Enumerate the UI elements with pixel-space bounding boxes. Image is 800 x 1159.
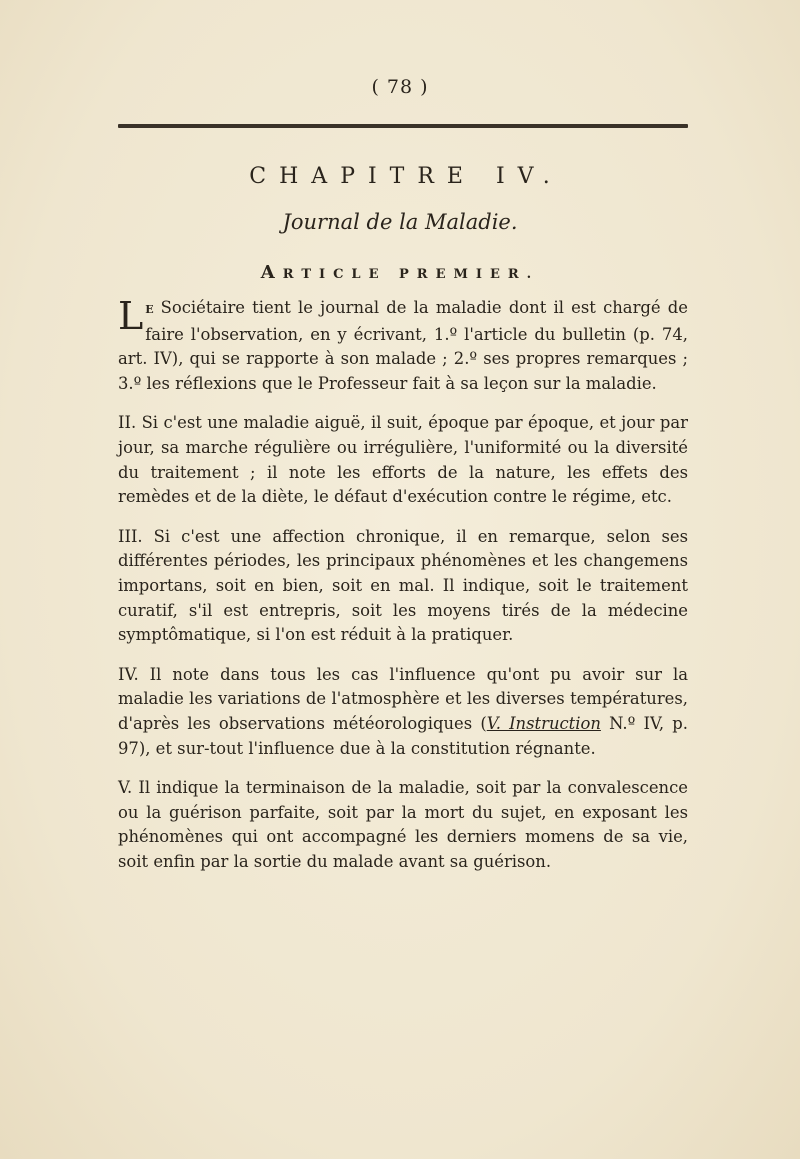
paragraph-4-text-end: N.º IV, p. 97), et sur-tout l'influence due à la constitution régnante. — [118, 713, 689, 758]
chapter-subtitle: Journal de la Maladie. — [282, 210, 518, 234]
instruction-reference: V. Instruction — [486, 713, 601, 733]
page-number: ( 78 ) — [371, 76, 429, 98]
paragraph-2: II. Si c'est une maladie aiguë, il suit, époque par époque, et jour par jour, sa marche régulière ou irrégulière, l'uniformité ou la diversité du traitement ; il note les efforts de la nature, les effets des remèdes et de la diète, le défaut d'exécution contre le régime, etc. — [118, 413, 688, 507]
header-rule — [118, 124, 688, 128]
paragraph-5: V. Il indique la terminaison de la maladie, soit par la convalescence ou la guérison parfaite, soit par la mort du sujet, en exposant les phénomènes qui ont accompagné les derniers momens de sa vie, soit enfin par la sortie du malade avant sa guérison. — [118, 778, 688, 871]
article-heading-initial: A — [260, 262, 283, 283]
paragraph-3: III. Si c'est une affection chronique, il en remarque, selon ses différentes périodes, les principaux phénomènes et les changemens importans, soit en bien, soit en mal. Il indique, soit le traitement curatif, s'il est entrepris, soit les moyens tirés de la médecine symptômatique, si l'on est réduit à la pratiquer. — [118, 526, 688, 645]
drop-cap-continuation: E — [145, 303, 155, 316]
paragraph-1-text: Sociétaire tient le journal de la maladie dont il est chargé de faire l'observation, en y écrivant, 1.º l'article du bulletin (p. 74, art. IV), qui se rapporte à son malade ; 2.º ses propres remarques ; 3.º les réflexions que le Professeur fait à sa leçon sur la maladie. — [118, 298, 688, 393]
body-text — [118, 296, 688, 889]
article-heading-rest: RTICLE PREMIER. — [282, 267, 540, 282]
chapter-title: CHAPITRE IV. — [249, 164, 563, 189]
article-heading — [0, 262, 800, 283]
paragraph-1 — [118, 296, 688, 396]
drop-cap: L — [118, 294, 144, 338]
paragraph-4-text-start: IV. Il note dans tous les cas l'influence qu'ont pu avoir sur la maladie les variations de l'atmosphère et les diverses températures, d'après les observations météorologiques ( — [118, 664, 688, 733]
paragraph-4 — [118, 663, 688, 761]
